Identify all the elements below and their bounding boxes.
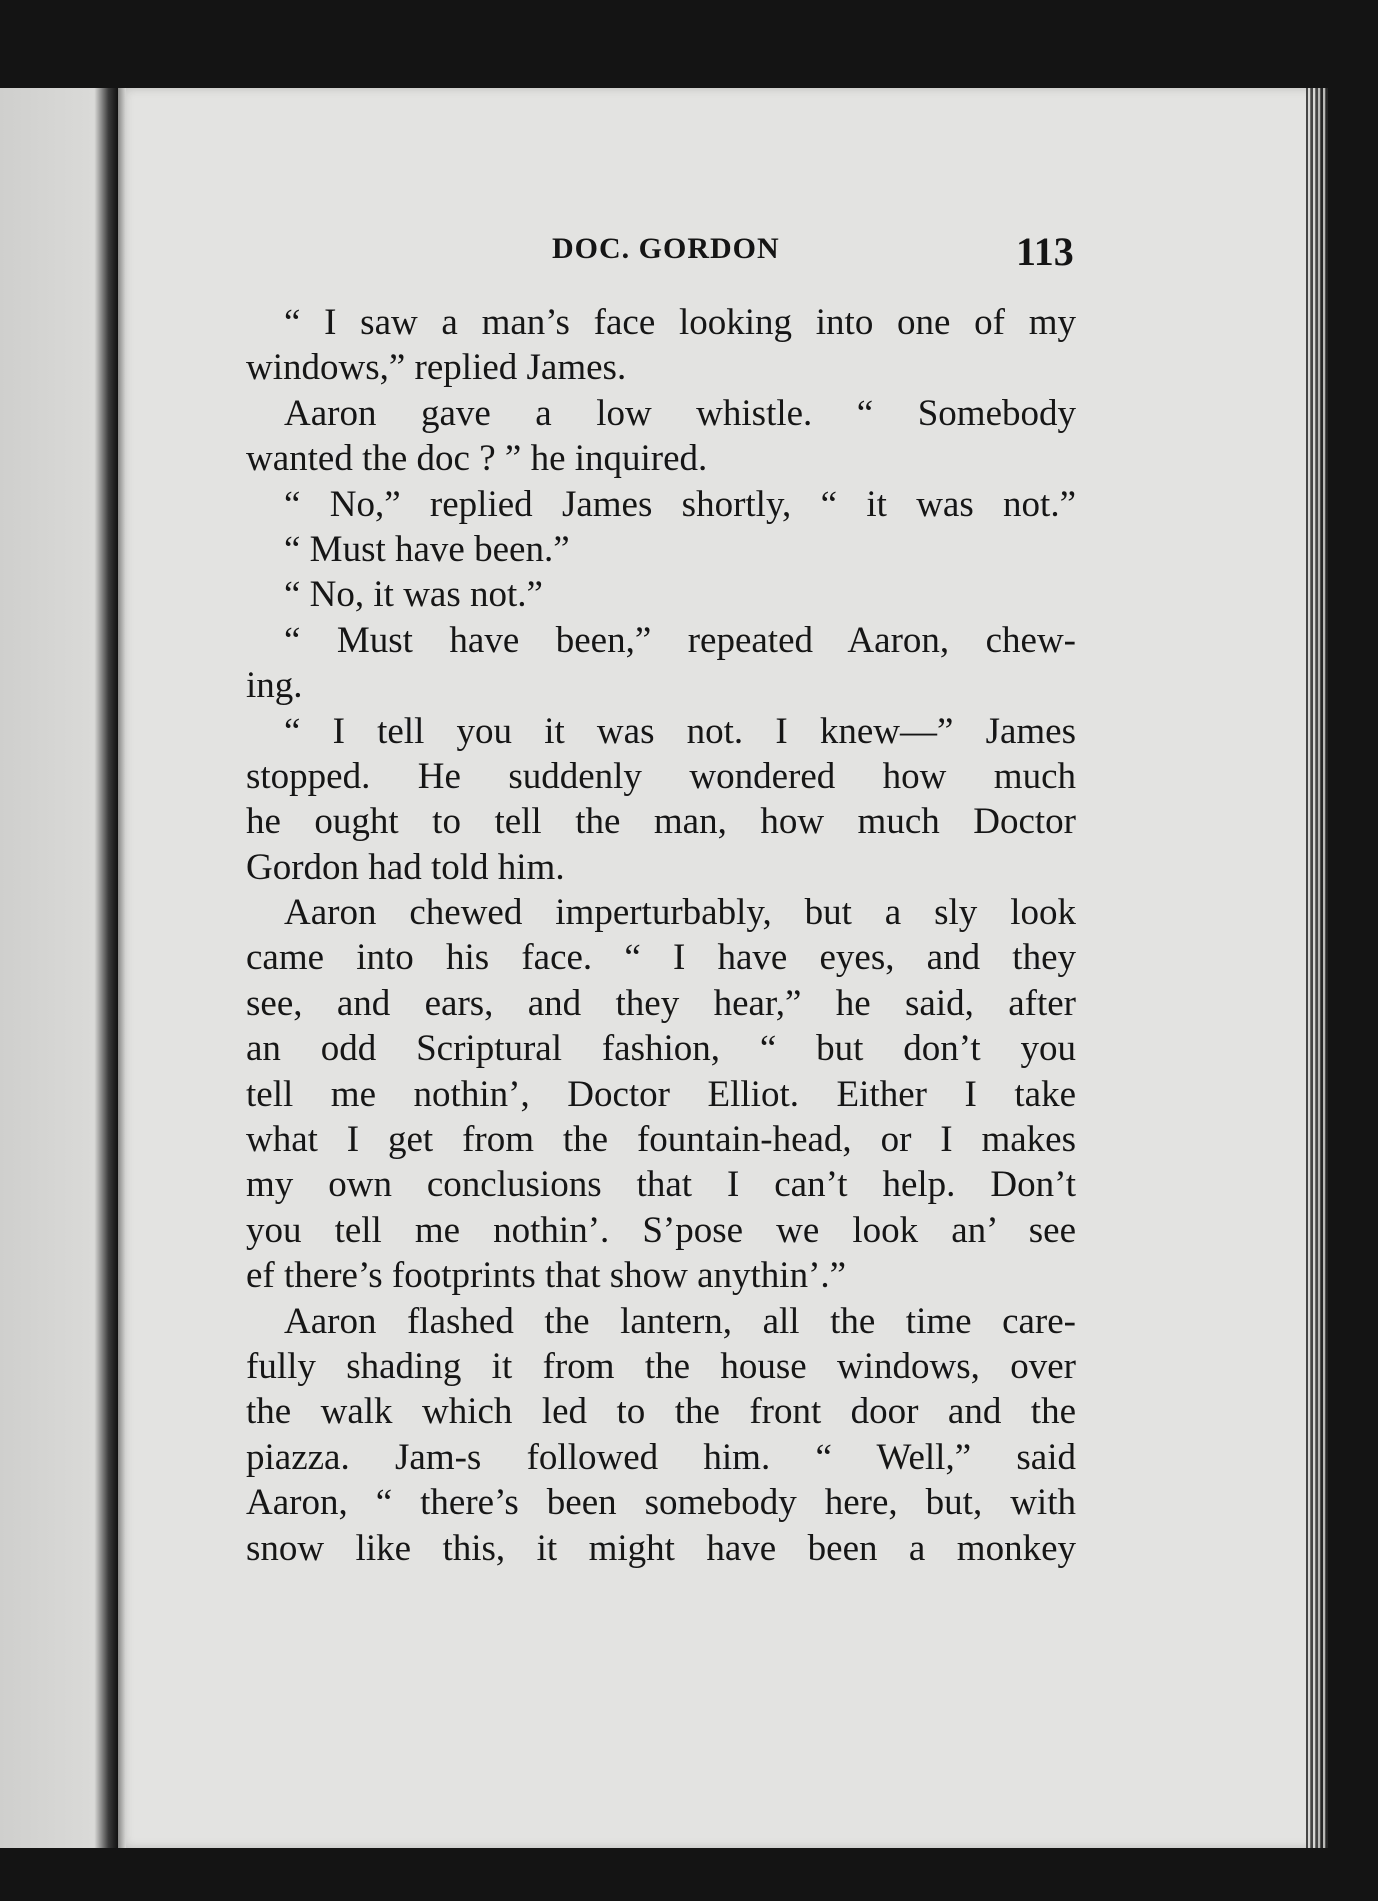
text-line: an odd Scriptural fashion, “ but don’t you	[246, 1028, 1076, 1070]
text-line: see, and ears, and they hear,” he said, after	[246, 982, 1076, 1024]
text-line: Aaron flashed the lantern, all the time care-	[284, 1300, 1076, 1342]
text-line: “ Must have been.”	[284, 528, 570, 570]
text-line: the walk which led to the front door and the	[246, 1391, 1076, 1433]
text-line: tell me nothin’, Doctor Elliot. Either I take	[246, 1073, 1076, 1115]
binding-shadow	[118, 88, 126, 1848]
running-head: DOC. GORDON	[552, 232, 780, 265]
text-line: “ No, it was not.”	[284, 574, 543, 616]
text-line: snow like this, it might have been a monkey	[246, 1527, 1076, 1569]
text-line: Aaron chewed imperturbably, but a sly look	[284, 892, 1076, 934]
text-line: wanted the doc ? ” he inquired.	[246, 438, 708, 480]
body-text	[246, 300, 1076, 1571]
text-line: “ I saw a man’s face looking into one of my	[284, 302, 1076, 343]
text-line: “ No,” replied James shortly, “ it was not.”	[284, 483, 1076, 525]
page-header	[0, 228, 1378, 278]
text-line: came into his face. “ I have eyes, and they	[246, 937, 1076, 979]
text-line: he ought to tell the man, how much Doctor	[246, 801, 1076, 843]
text-line: what I get from the fountain-head, or I makes	[246, 1119, 1076, 1161]
facing-page-edge	[0, 88, 118, 1848]
text-line: Aaron, “ there’s been somebody here, but, with	[246, 1482, 1076, 1524]
page-number: 113	[1016, 229, 1074, 274]
text-line: piazza. Jam-s followed him. “ Well,” said	[246, 1436, 1076, 1478]
text-line: ef there’s footprints that show anythin’.”	[246, 1255, 847, 1297]
text-line: fully shading it from the house windows, over	[246, 1345, 1076, 1387]
text-line: windows,” replied James.	[246, 347, 627, 389]
text-line: you tell me nothin’. S’pose we look an’ see	[246, 1209, 1076, 1251]
text-line: “ Must have been,” repeated Aaron, chew-	[284, 619, 1076, 661]
text-line: stopped. He suddenly wondered how much	[246, 755, 1076, 797]
text-line: Gordon had told him.	[246, 846, 565, 888]
page-stack-edge	[1306, 88, 1328, 1848]
text-line: my own conclusions that I can’t help. Don’t	[246, 1164, 1076, 1206]
text-line: ing.	[246, 665, 303, 707]
text-line: Aaron gave a low whistle. “ Somebody	[284, 392, 1076, 434]
text-line: “ I tell you it was not. I knew—” James	[284, 710, 1076, 752]
